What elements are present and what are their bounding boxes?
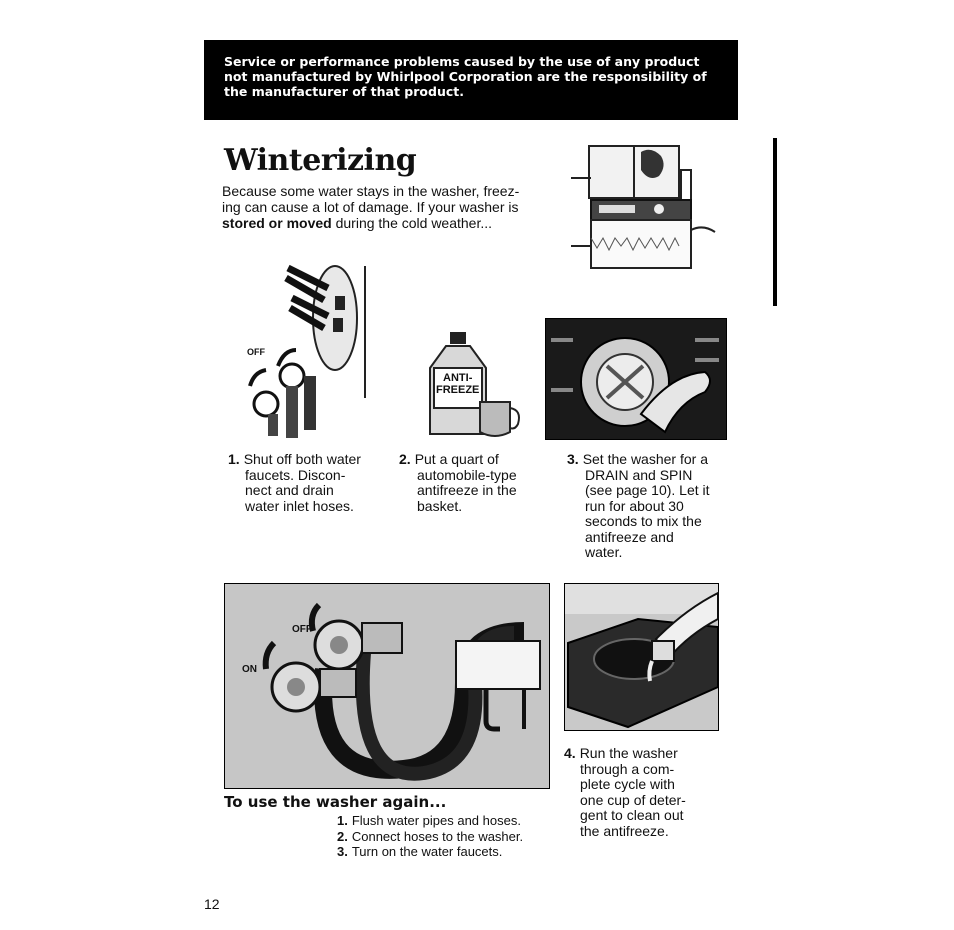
- intro-line-2: ing can cause a lot of damage. If your washer is: [222, 199, 519, 215]
- hoses-drain-illustration: [224, 583, 550, 789]
- step-1: [228, 452, 361, 514]
- banner-line-2: not manufactured by Whirlpool Corporation are the responsibility of: [224, 69, 707, 84]
- step-1-line-1: [228, 452, 361, 468]
- step-4: [564, 746, 686, 839]
- step-4-line-2: through a com-: [580, 760, 675, 777]
- control-dial-illustration: [545, 318, 727, 440]
- hoses-on-label: ON: [242, 664, 257, 675]
- antifreeze-label-line-2: FREEZE: [436, 384, 480, 396]
- step-4-line-4: one cup of deter-: [580, 791, 686, 808]
- step-4-line-6: the antifreeze.: [580, 822, 669, 839]
- intro-bold-text: stored or moved: [222, 215, 332, 231]
- detergent-illustration: [564, 583, 719, 731]
- step-2-line-4: basket.: [417, 497, 463, 514]
- use-again-item-2-number: 2.: [337, 828, 348, 844]
- step-2-text-1: Put a quart of: [414, 451, 499, 467]
- page-title: Winterizing: [224, 143, 417, 178]
- intro-rest-text: during the cold weather...: [331, 215, 493, 231]
- step-3-line-5: seconds to mix the: [585, 513, 702, 529]
- banner-line-3: the manufacturer of that product.: [224, 84, 464, 99]
- use-again-item-2: [337, 829, 523, 845]
- step-1-text-1: Shut off both water: [243, 451, 361, 467]
- step-2: [399, 452, 517, 514]
- use-again-item-2-text: Connect hoses to the washer.: [351, 828, 524, 844]
- step-3-text-1: Set the washer for a: [582, 451, 708, 467]
- intro-line-1: Because some water stays in the washer, freez-: [222, 183, 520, 199]
- use-again-item-1-number: 1.: [337, 813, 348, 828]
- step-3-line-3: (see page 10). Let it: [585, 482, 710, 498]
- step-4-number: 4.: [564, 745, 576, 761]
- service-notice-banner: [204, 40, 738, 120]
- step-2-line-2: automobile-type: [417, 466, 517, 483]
- step-1-line-3: nect and drain: [245, 482, 334, 498]
- intro-paragraph: [222, 183, 567, 231]
- intro-line-3: [222, 215, 567, 231]
- use-again-item-1: [337, 813, 523, 829]
- step-1-line-4: water inlet hoses.: [245, 497, 354, 514]
- step-4-line-3: plete cycle with: [580, 776, 675, 792]
- step-1-number: 1.: [228, 451, 240, 467]
- antifreeze-label: [436, 372, 479, 396]
- step-3-line-4: run for about 30: [585, 497, 684, 514]
- use-again-item-3-text: Turn on the water faucets.: [351, 844, 503, 859]
- step-2-line-1: [399, 452, 517, 468]
- off-label: OFF: [247, 347, 265, 357]
- step-4-line-5: gent to clean out: [580, 807, 684, 823]
- step-2-line-3: antifreeze in the: [417, 482, 517, 498]
- step-2-number: 2.: [399, 451, 411, 467]
- margin-rule: [773, 138, 777, 306]
- step-1-line-2: faucets. Discon-: [245, 466, 346, 483]
- washer-window-illustration: [571, 138, 721, 272]
- use-again-item-1-text: Flush water pipes and hoses.: [351, 813, 521, 828]
- step-3-line-2: DRAIN and SPIN: [585, 466, 693, 483]
- step-3-line-6: antifreeze and: [585, 528, 674, 545]
- step-3: [567, 452, 710, 561]
- step-3-line-7: water.: [585, 544, 623, 560]
- hoses-off-label: OFF: [292, 624, 312, 635]
- use-again-item-3-number: 3.: [337, 844, 348, 859]
- use-again-item-3: [337, 844, 523, 860]
- use-again-heading: To use the washer again...: [224, 793, 447, 811]
- step-4-line-1: [564, 746, 686, 762]
- antifreeze-label-line-1: ANTI-: [443, 372, 473, 384]
- banner-line-1: Service or performance problems caused by the use of any product: [224, 54, 700, 69]
- step-3-line-1: [567, 452, 710, 468]
- step-3-number: 3.: [567, 451, 579, 467]
- step-4-text-1: Run the washer: [579, 745, 678, 761]
- page-number: 12: [204, 896, 220, 912]
- use-again-list: [337, 813, 523, 860]
